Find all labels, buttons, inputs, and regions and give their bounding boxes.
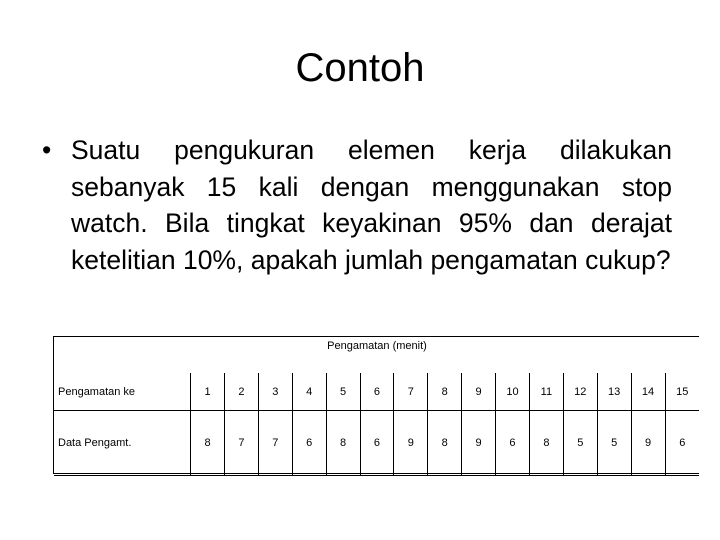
table-cell: 15 — [665, 373, 699, 411]
table-cell: 8 — [326, 411, 360, 476]
table-cell: 7 — [258, 411, 292, 476]
table-cell: 8 — [191, 411, 225, 476]
table-cell: 5 — [326, 373, 360, 411]
slide-title: Contoh — [295, 46, 425, 90]
table-row — [54, 411, 699, 476]
table-cell: 6 — [496, 411, 530, 476]
row-label: Data Pengamt. — [54, 411, 191, 476]
table-cell: 5 — [597, 411, 631, 476]
bullet-item — [42, 132, 672, 278]
table-cell: 12 — [563, 373, 597, 411]
table-cell: 10 — [496, 373, 530, 411]
observation-grid — [54, 373, 699, 476]
table-cell: 2 — [225, 373, 259, 411]
bullet-icon: • — [42, 135, 52, 165]
table-cell: 6 — [360, 373, 394, 411]
table-cell: 6 — [665, 411, 699, 476]
table-cell: 6 — [292, 411, 326, 476]
row-label: Pengamatan ke — [54, 373, 191, 411]
table-cell: 9 — [394, 411, 428, 476]
table-cell: 6 — [360, 411, 394, 476]
table-cell: 4 — [292, 373, 326, 411]
table-cell: 8 — [428, 411, 462, 476]
table-cell: 9 — [631, 411, 665, 476]
table-cell: 1 — [191, 373, 225, 411]
table-cell: 9 — [462, 373, 496, 411]
table-cell: 13 — [597, 373, 631, 411]
table-cell: 8 — [529, 411, 563, 476]
table-cell: 3 — [258, 373, 292, 411]
table-cell: 5 — [563, 411, 597, 476]
observation-table — [53, 336, 699, 474]
table-cell: 11 — [529, 373, 563, 411]
table-row — [54, 373, 699, 411]
table-cell: 14 — [631, 373, 665, 411]
table-caption: Pengamatan (menit) — [327, 340, 427, 352]
table-cell: 9 — [462, 411, 496, 476]
table-cell: 8 — [428, 373, 462, 411]
table-cell: 7 — [225, 411, 259, 476]
table-cell: 7 — [394, 373, 428, 411]
bullet-text: Suatu pengukuran elemen kerja dilakukan sebanyak 15 kali dengan menggunakan stop watch. Bila tingkat keyakinan 95% dan derajat ketelitian 10%, apakah jumlah pengamatan cukup? — [71, 135, 672, 275]
